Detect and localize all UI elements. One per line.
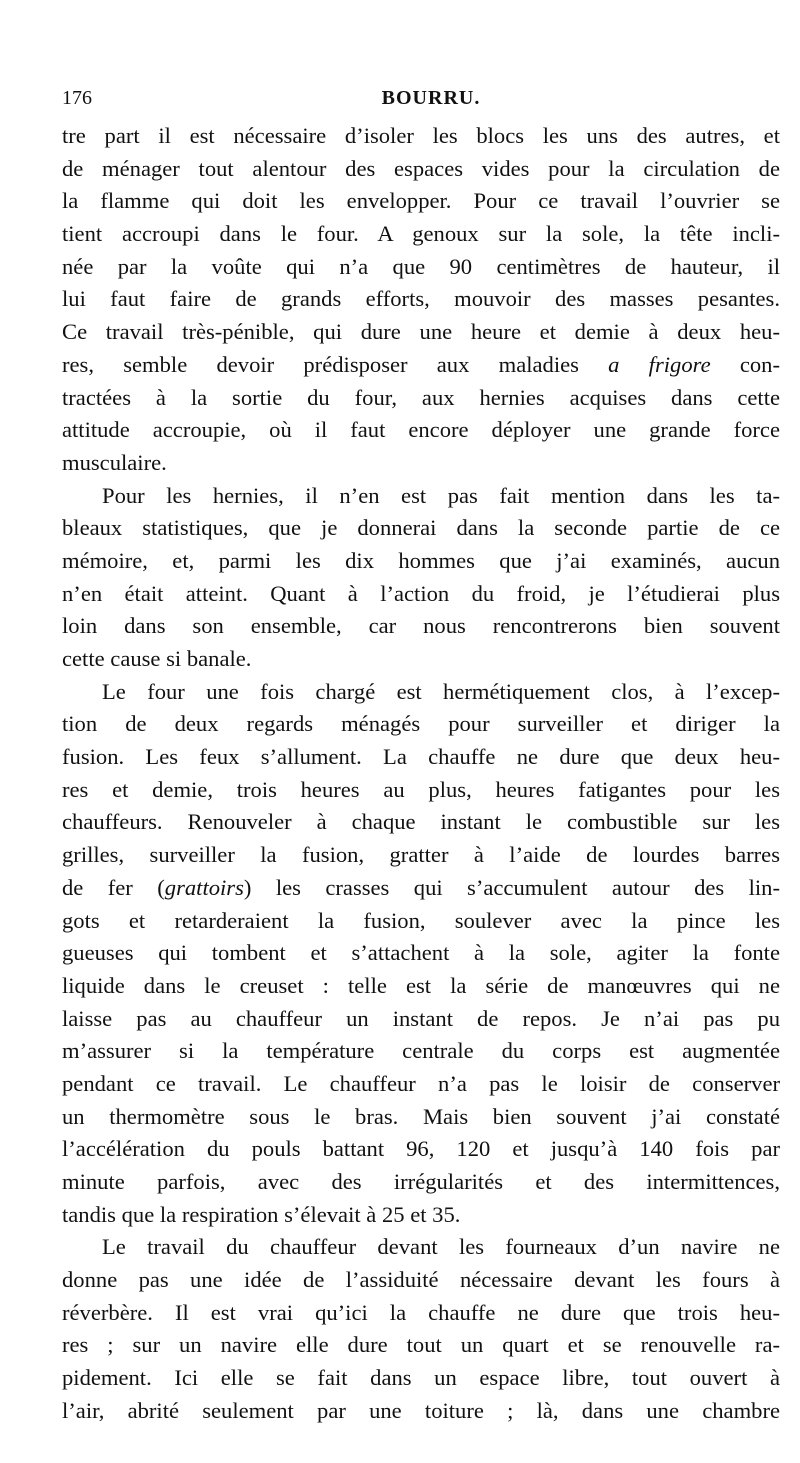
text-line: gueuses qui tombent et s’attachent à la sole, agiter la fonte	[62, 940, 780, 966]
text-line: lui faut faire de grands efforts, mouvoir des masses pesantes.	[62, 286, 780, 312]
body-text	[62, 120, 780, 1428]
text-line: res et demie, trois heures au plus, heures fatigantes pour les	[62, 776, 780, 802]
text-line: tractées à la sortie du four, aux hernies acquises dans cette	[62, 384, 780, 410]
book-page	[62, 82, 780, 1428]
text-line: laisse pas au chauffeur un instant de repos. Je n’ai pas pu	[62, 1005, 780, 1031]
text-segment: con-	[739, 351, 780, 377]
running-title: BOURRU.	[381, 87, 481, 109]
text-line: gots et retarderaient la fusion, soulever avec la pince les	[62, 907, 780, 933]
text-segment: de fer (	[62, 874, 165, 900]
text-line: Pour les hernies, il n’en est pas fait mention dans les ta-	[102, 482, 780, 508]
text-line: cette cause si banale.	[62, 646, 252, 671]
text-line: de ménager tout alentour des espaces vides pour la circulation de	[62, 155, 780, 181]
text-line: grilles, surveiller la fusion, gratter à l’aide de lourdes barres	[62, 842, 780, 868]
text-line: tient accroupi dans le four. A genoux sur la sole, la tête incli-	[62, 221, 780, 247]
text-segment: ) les crasses qui s’accumulent autour des lin-	[243, 874, 780, 900]
italic-term: a frigore	[608, 351, 711, 377]
text-line: l’air, abrité seulement par une toiture ; là, dans une chambre	[62, 1397, 780, 1423]
text-line: pendant ce travail. Le chauffeur n’a pas le loisir de conserver	[62, 1070, 780, 1096]
page-number: 176	[62, 87, 92, 109]
text-line	[62, 349, 780, 382]
text-line: n’en était atteint. Quant à l’action du froid, je l’étudierai plus	[62, 580, 780, 606]
text-line: chauffeurs. Renouveler à chaque instant le combustible sur les	[62, 809, 780, 835]
text-line: l’accélération du pouls battant 96, 120 et jusqu’à 140 fois par	[62, 1136, 780, 1162]
text-line: pidement. Ici elle se fait dans un espace libre, tout ouvert à	[62, 1365, 780, 1391]
text-line: Ce travail très-pénible, qui dure une heure et demie à deux heu-	[62, 319, 780, 345]
text-line: la flamme qui doit les envelopper. Pour ce travail l’ouvrier se	[62, 188, 780, 214]
running-head	[62, 82, 780, 114]
italic-term: grattoirs	[164, 874, 244, 900]
text-line: Le four une fois chargé est hermétiquement clos, à l’excep-	[102, 678, 780, 704]
text-line	[62, 872, 780, 905]
text-line: musculaire.	[62, 449, 167, 475]
text-line: réverbère. Il est vrai qu’ici la chauffe ne dure que trois heu-	[62, 1299, 780, 1325]
text-line: tandis que la respiration s’élevait à 25 et 35.	[62, 1201, 461, 1227]
text-line: res ; sur un navire elle dure tout un quart et se renouvelle ra-	[62, 1332, 780, 1358]
text-line: attitude accroupie, où il faut encore déployer une grande force	[62, 417, 780, 443]
text-line: un thermomètre sous le bras. Mais bien souvent j’ai constaté	[62, 1103, 780, 1129]
text-line: mémoire, et, parmi les dix hommes que j’ai examinés, aucun	[62, 547, 780, 573]
text-line: m’assurer si la température centrale du corps est augmentée	[62, 1038, 780, 1064]
text-line: née par la voûte qui n’a que 90 centimètres de hauteur, il	[62, 253, 780, 279]
text-line: tion de deux regards ménagés pour surveiller et diriger la	[62, 711, 780, 737]
text-line: fusion. Les feux s’allument. La chauffe ne dure que deux heu-	[62, 744, 780, 770]
text-line: Le travail du chauffeur devant les fourneaux d’un navire ne	[102, 1234, 780, 1260]
text-line: liquide dans le creuset : telle est la série de manœuvres qui ne	[62, 972, 780, 998]
text-line: loin dans son ensemble, car nous rencontrerons bien souvent	[62, 613, 780, 639]
text-line: bleaux statistiques, que je donnerai dans la seconde partie de ce	[62, 515, 780, 541]
text-line: minute parfois, avec des irrégularités et des intermittences,	[62, 1169, 780, 1194]
text-line: tre part il est nécessaire d’isoler les blocs les uns des autres, et	[62, 123, 780, 148]
text-line: donne pas une idée de l’assiduité nécessaire devant les fours à	[62, 1267, 780, 1293]
text-segment: res, semble devoir prédisposer aux maladies	[62, 351, 579, 377]
